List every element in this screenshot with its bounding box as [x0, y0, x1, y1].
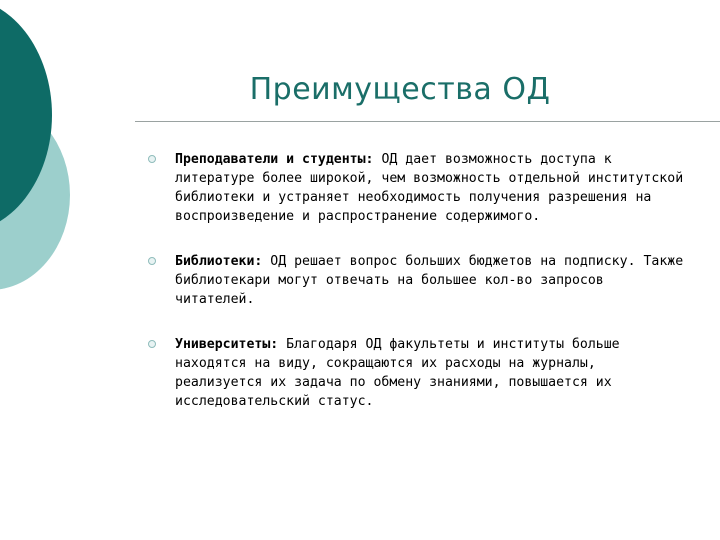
bullet-item-universities: [148, 335, 688, 411]
title-divider: [135, 121, 720, 122]
bullet-circle-icon: [148, 155, 156, 163]
bullet-text: ОД решает вопрос больших бюджетов на подписку. Также библиотекари могут отвечать на большее кол-во запросов читателей.: [175, 254, 684, 307]
bullet-heading: Университеты:: [175, 337, 279, 352]
slide-title: Преимущества ОД: [249, 72, 551, 107]
bullet-circle-icon: [148, 340, 156, 348]
bullet-heading: Преподаватели и студенты:: [175, 152, 374, 167]
bullet-item-libraries: [148, 252, 688, 309]
bullet-item-teachers-students: [148, 150, 688, 226]
bullet-heading: Библиотеки:: [175, 254, 263, 269]
bullet-list: [148, 150, 688, 411]
bullet-text: Благодаря ОД факультеты и институты больше находятся на виду, сокращаются их расходы на журналы, реализуется их задача по обмену знаниями, повышается их исследовательский статус.: [175, 337, 620, 409]
decorative-circles: [0, 0, 80, 300]
bullet-circle-icon: [148, 257, 156, 265]
bullet-text: ОД дает возможность доступа к литературе более широкой, чем возможность отдельной институтской библиотеки и устраняет необходимость получения разрешения на воспроизведение и распространение содержимого.: [175, 152, 684, 224]
